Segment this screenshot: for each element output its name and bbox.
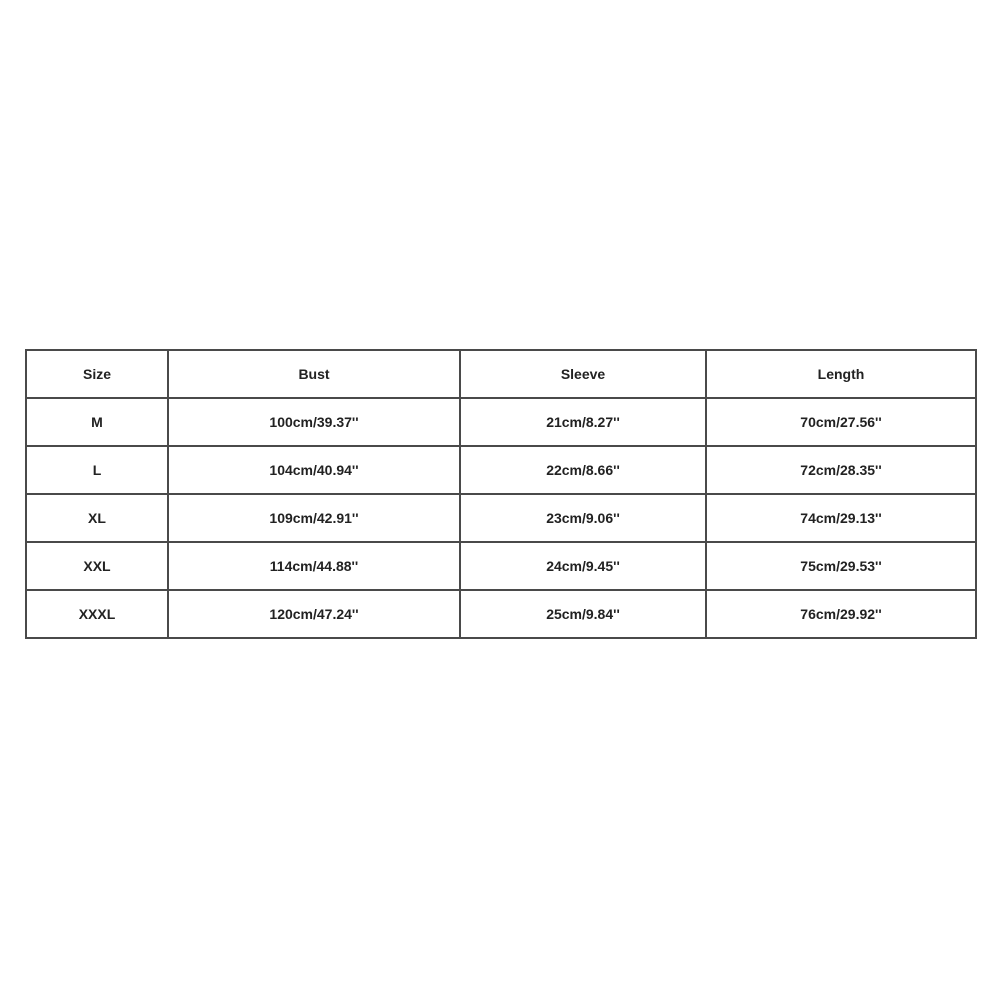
cell-bust: 120cm/47.24'' — [168, 590, 460, 638]
cell-size: L — [26, 446, 168, 494]
cell-size: XXXL — [26, 590, 168, 638]
cell-length: 75cm/29.53'' — [706, 542, 976, 590]
table-row — [26, 446, 976, 494]
header-sleeve: Sleeve — [460, 350, 706, 398]
cell-length: 74cm/29.13'' — [706, 494, 976, 542]
cell-length: 70cm/27.56'' — [706, 398, 976, 446]
table-header-row — [26, 350, 976, 398]
header-size: Size — [26, 350, 168, 398]
table-row — [26, 398, 976, 446]
cell-sleeve: 23cm/9.06'' — [460, 494, 706, 542]
cell-sleeve: 24cm/9.45'' — [460, 542, 706, 590]
cell-bust: 100cm/39.37'' — [168, 398, 460, 446]
cell-size: XXL — [26, 542, 168, 590]
cell-sleeve: 25cm/9.84'' — [460, 590, 706, 638]
cell-bust: 109cm/42.91'' — [168, 494, 460, 542]
cell-sleeve: 22cm/8.66'' — [460, 446, 706, 494]
table-row — [26, 542, 976, 590]
cell-bust: 114cm/44.88'' — [168, 542, 460, 590]
size-chart-table — [25, 349, 977, 639]
cell-bust: 104cm/40.94'' — [168, 446, 460, 494]
header-length: Length — [706, 350, 976, 398]
cell-size: M — [26, 398, 168, 446]
cell-size: XL — [26, 494, 168, 542]
table-row — [26, 494, 976, 542]
header-bust: Bust — [168, 350, 460, 398]
cell-sleeve: 21cm/8.27'' — [460, 398, 706, 446]
cell-length: 76cm/29.92'' — [706, 590, 976, 638]
cell-length: 72cm/28.35'' — [706, 446, 976, 494]
table-row — [26, 590, 976, 638]
